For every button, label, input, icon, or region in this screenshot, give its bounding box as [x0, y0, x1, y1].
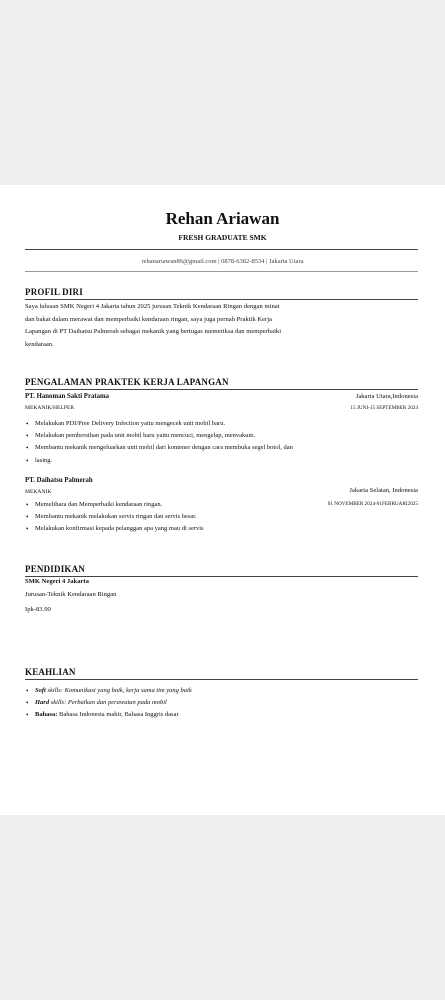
skills-section-title: KEAHLIAN	[25, 667, 76, 677]
skill-item	[25, 685, 418, 697]
skill-label: Bahasa:	[35, 711, 58, 719]
resume-page	[0, 185, 445, 815]
contact-info: rehanariawan86@gmail.com | 0878-6382-8534 | Jakarta Utara	[141, 258, 304, 265]
skill-value: Perbaikan dan perawatan pada mobil	[67, 699, 167, 707]
profile-line: kendaraan.	[25, 340, 54, 348]
profile-paragraph	[25, 301, 418, 351]
list-item-continuation-text: lasing.	[35, 456, 53, 464]
list-item: • Membantu mekanik melakukan servis ringan dan servis besar.	[25, 511, 418, 523]
job-role: MEKANIK/HELPER	[25, 405, 75, 411]
list-item: • Membantu mekanik mengeluarkan unit mobil dari kontener dengan cara membuka segel botol, dan	[25, 442, 418, 454]
list-item-continuation	[25, 455, 418, 467]
job-date: 01 NOVEMBER 2024-01FEBRUARI2025	[327, 501, 418, 507]
skill-label: Soft	[35, 687, 46, 694]
experience-divider	[25, 389, 418, 390]
job-company: PT. Hanoman Sakti Pratama	[25, 393, 110, 400]
list-item: • Memelihara dan Memperbaiki kendaraan ringan.	[25, 499, 418, 511]
job-location: Jakarta Utara,Indonesia	[355, 393, 418, 400]
skill-suffix: skills:	[45, 687, 65, 694]
skill-value: Bahasa Indonesia mahir, Bahasa Inggris dasar	[59, 711, 179, 719]
candidate-name: Rehan Ariawan	[165, 209, 280, 228]
list-item: • Melakukan PDI/Pree Delivery Infection yaitu mengecek unit mobil baru.	[25, 418, 418, 430]
bottom-background	[0, 815, 445, 1000]
skills-list	[25, 685, 418, 722]
school-name: SMK Negeri 4 Jakarta	[25, 578, 89, 585]
header-divider-top	[25, 249, 418, 250]
skill-value: Komunikasi yang baik, kerja sama tim yang baik	[64, 687, 192, 694]
candidate-subtitle: FRESH GRADUATE SMK	[178, 233, 267, 242]
education-section-title: PENDIDIKAN	[25, 564, 86, 574]
list-item: • Melakukan konfirmasi kepada pelanggan apa yang mau di servis	[25, 523, 418, 535]
header-divider-bottom	[25, 271, 418, 272]
profile-divider	[25, 299, 418, 300]
top-background	[0, 0, 445, 185]
profile-line: Saya lulusan SMK Negeri 4 Jakarta tahun 2025 jurusan Teknik Kendaraan Ringan dengan minat	[25, 303, 280, 310]
skill-suffix: skills:	[49, 699, 68, 707]
experience-section-title: PENGALAMAN PRAKTEK KERJA LAPANGAN	[25, 377, 229, 387]
profile-section-title: PROFIL DIRI	[25, 287, 83, 297]
skill-item	[25, 709, 418, 721]
profile-line: Lapangan di PT Daihatsu Palmerah sebagai mekanik yang bertugas memeriksa dan memperbaiki	[25, 328, 282, 336]
job-company: PT. Daihatsu Palmerah	[25, 477, 93, 484]
school-major: Jurusan-Teknik Kendaraan Ringan	[25, 591, 117, 598]
list-item: • Melakukan pembersihan pada unit mobil baru yaitu mencuci, mengelap, menvakum.	[25, 430, 418, 442]
job-duties-list	[25, 418, 418, 467]
profile-line: dan bakat dalam merawat dan memperbaiki kendaraan ringan, saya juga pernah Praktik Kerja	[25, 315, 272, 323]
education-divider	[25, 576, 418, 577]
job-date: 15 JUNI-15 SEPTEMBER 2024	[350, 405, 418, 411]
job-location: Jakarta Selatan, Indonesia	[349, 487, 418, 494]
skill-label: Hard	[35, 699, 50, 707]
school-gpa: Ipk-83.90	[25, 606, 51, 613]
skills-divider	[25, 679, 418, 680]
job-role: MEKANIK	[25, 489, 52, 495]
skill-item	[25, 697, 418, 709]
job-duties-list	[25, 499, 418, 536]
